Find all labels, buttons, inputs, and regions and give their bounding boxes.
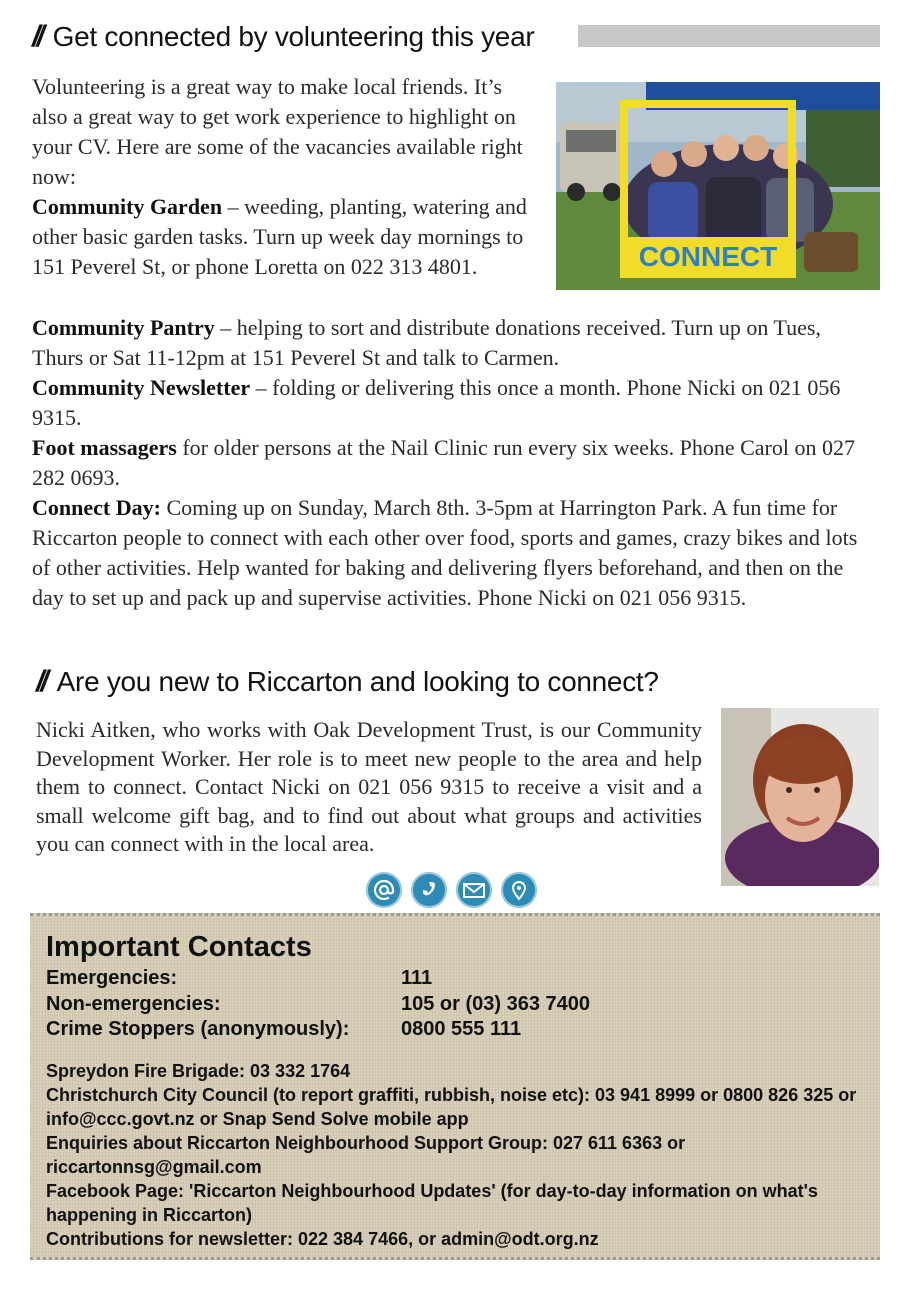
contact-line: Spreydon Fire Brigade: 03 332 1764	[46, 1061, 351, 1081]
contact-line: Contributions for newsletter: 022 384 7466, or admin@odt.org.nz	[46, 1229, 599, 1249]
vacancy-text: for older persons at the Nail Clinic run every six weeks. Phone Carol on 027 282 0693.	[32, 435, 855, 490]
vacancy-title: Foot massagers	[32, 435, 177, 460]
vacancy-title: Community Newsletter	[32, 375, 251, 400]
section1-intro-column	[32, 72, 542, 282]
contact-label: Emergencies:	[46, 967, 178, 989]
section1-heading-row	[32, 20, 534, 54]
vacancy-item	[32, 192, 542, 282]
contact-lines	[46, 1059, 866, 1251]
contact-icons	[366, 872, 537, 908]
contact-label: Non-emergencies:	[46, 993, 221, 1015]
vacancy-title: Community Garden	[32, 194, 223, 219]
vacancy-item	[32, 313, 872, 373]
mail-icon[interactable]	[456, 872, 492, 908]
contact-number: 111	[401, 967, 433, 989]
section2-heading: Are you new to Riccarton and looking to connect?	[56, 666, 659, 697]
double-slash-icon: //	[32, 20, 41, 53]
double-slash-icon: //	[36, 665, 45, 698]
vacancy-text: Coming up on Sunday, March 8th. 3-5pm at Harrington Park. A fun time for Riccarton people to connect with each other over food, sports and games, crazy bikes and lots of other activities. Help wanted for baking and delivering flyers beforehand, and then on the day to set up and pack up and supervise activities. Phone Nicki on 021 056 9315.	[32, 495, 858, 610]
contact-number: 0800 555 111	[401, 1018, 522, 1040]
section1-body-full	[32, 313, 872, 613]
contact-number: 105 or (03) 363 7400	[401, 993, 591, 1015]
contact-line: Enquiries about Riccarton Neighbourhood Support Group: 027 611 6363 or riccartonnsg@gmail.com	[46, 1133, 686, 1177]
phone-icon[interactable]	[411, 872, 447, 908]
location-pin-icon[interactable]	[501, 872, 537, 908]
vacancy-item	[32, 433, 872, 493]
vacancy-text: – weeding, planting, watering and other basic garden tasks. Turn up week day mornings to 151 Peverel St, or phone Loretta on 022 313 4801.	[32, 194, 527, 279]
volunteers-photo	[556, 82, 880, 290]
vacancy-text: – helping to sort and distribute donations received. Turn up on Tues, Thurs or Sat 11-12pm at 151 Peverel St and talk to Carmen.	[32, 315, 821, 370]
nicki-portrait	[721, 708, 879, 886]
section2-heading-row	[36, 665, 659, 699]
vacancy-title: Community Pantry	[32, 315, 215, 340]
vacancy-title: Connect Day:	[32, 495, 161, 520]
section1-heading: Get connected by volunteering this year	[52, 21, 535, 52]
contacts-title: Important Contacts	[46, 931, 312, 963]
at-icon[interactable]	[366, 872, 402, 908]
vacancy-item	[32, 493, 872, 613]
section2-body	[36, 716, 702, 859]
contact-row-crime-stoppers	[46, 1017, 522, 1041]
contact-line: Facebook Page: 'Riccarton Neighbourhood Updates' (for day-to-day information on what's happening in Riccarton)	[46, 1181, 818, 1225]
section1-intro: Volunteering is a great way to make local friends. It’s also a great way to get work experience to highlight on your CV. Here are some of the vacancies available right now:	[32, 74, 523, 189]
contact-label: Crime Stoppers (anonymously):	[46, 1018, 350, 1040]
connect-sign-text: CONNECT	[638, 241, 778, 272]
section2-paragraph: Nicki Aitken, who works with Oak Development Trust, is our Community Development Worker. Her role is to meet new people to the area and help them to connect. Contact Nicki on 021 056 9315 to receive a visit and a small welcome gift bag, and to find out about what groups and activities you can connect with in the local area.	[36, 717, 702, 857]
important-contacts-box	[30, 913, 880, 1260]
vacancy-text: – folding or delivering this once a month. Phone Nicki on 021 056 9315.	[32, 375, 841, 430]
contact-line: Christchurch City Council (to report graffiti, rubbish, noise etc): 03 941 8999 or 0800 826 325 or info@ccc.govt.nz or Snap Send Solve mobile app	[46, 1085, 857, 1129]
vacancy-item	[32, 373, 872, 433]
contact-row-non-emergencies	[46, 992, 591, 1016]
heading-divider-bar	[578, 25, 880, 47]
contact-row-emergencies	[46, 966, 433, 990]
